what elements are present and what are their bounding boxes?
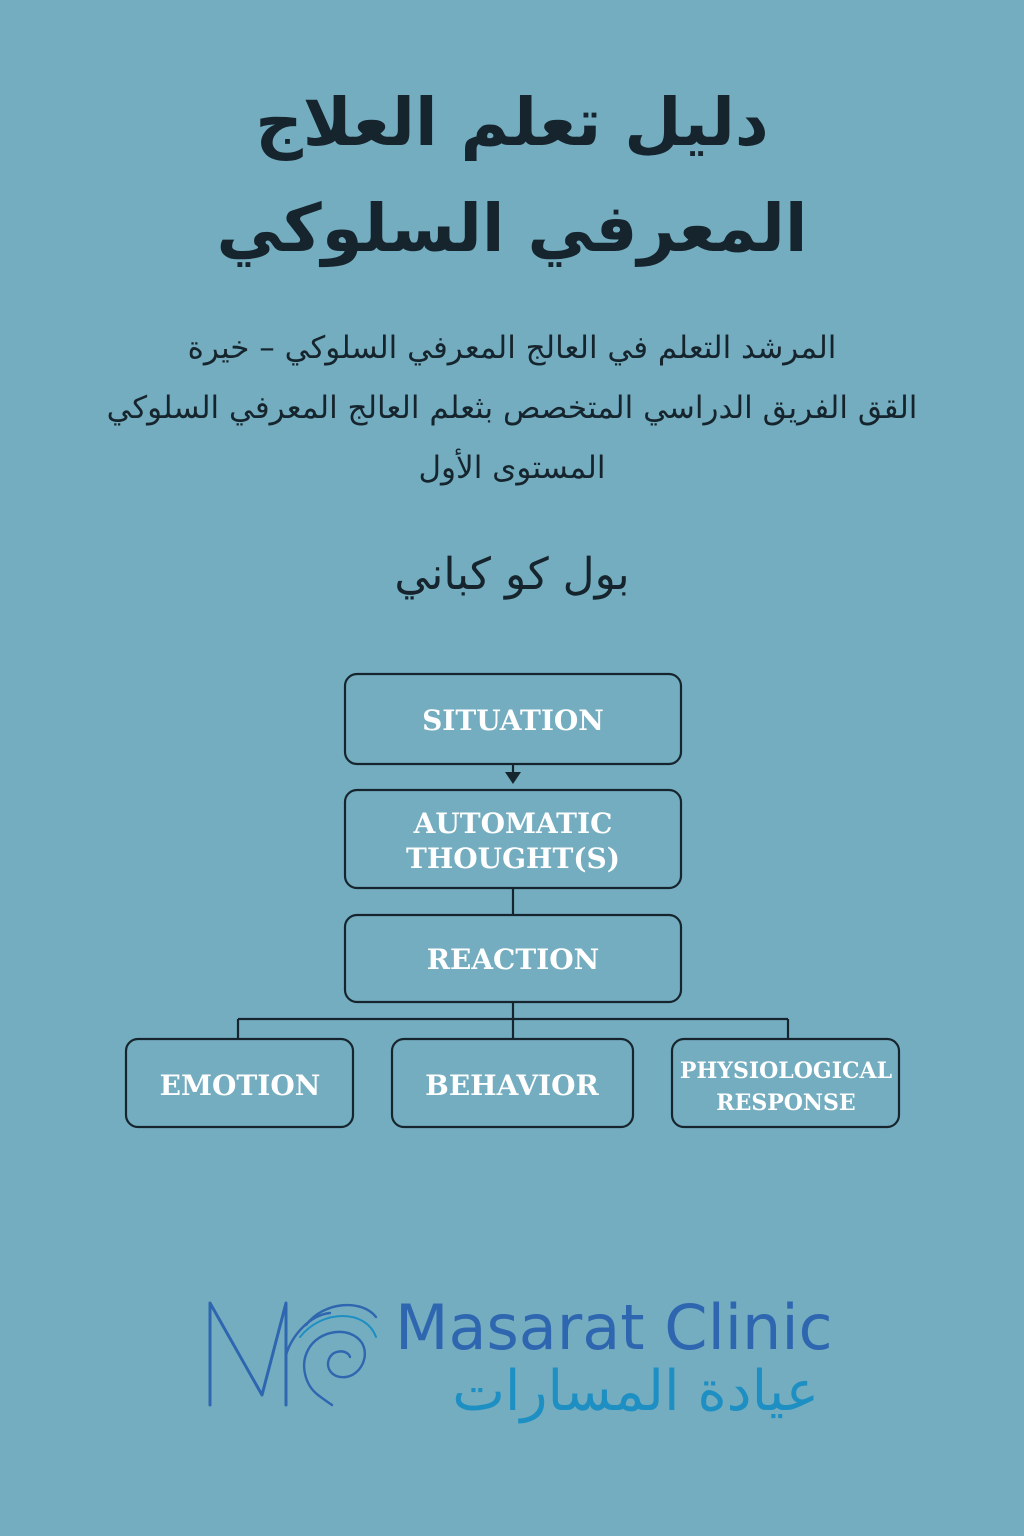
automatic-label-line-1: AUTOMATIC (413, 807, 613, 840)
title-line-1: دليل تعلم العلاج (255, 84, 769, 161)
arrow-head (505, 772, 521, 784)
clinic-name-arabic: عيادة المسارات (452, 1359, 819, 1424)
clinic-logo-icon (200, 1295, 380, 1415)
physio-label-line-2: RESPONSE (716, 1090, 856, 1116)
clinic-name-english: Masarat Clinic (395, 1291, 833, 1364)
title-line-2: المعرفي السلوكي (216, 190, 808, 267)
subtitle-line-2: القق الفريق الدراسي المتخصص بثعلم العالج المعرفي السلوكي (106, 390, 918, 426)
reaction-label: REACTION (426, 943, 600, 976)
physio-label-line-1: PHYSIOLOGICAL (679, 1058, 893, 1084)
situation-label: SITUATION (422, 704, 604, 737)
behavior-label: BEHAVIOR (425, 1069, 599, 1102)
automatic-label-line-2: THOUGHT(S) (405, 842, 621, 875)
author-name: بول كو كباني (394, 549, 630, 600)
subtitle-line-1: المرشد التعلم في العالج المعرفي السلوكي – خيرة (187, 330, 837, 366)
subtitle-line-3: المستوى الأول (418, 450, 606, 486)
emotion-label: EMOTION (159, 1069, 321, 1102)
